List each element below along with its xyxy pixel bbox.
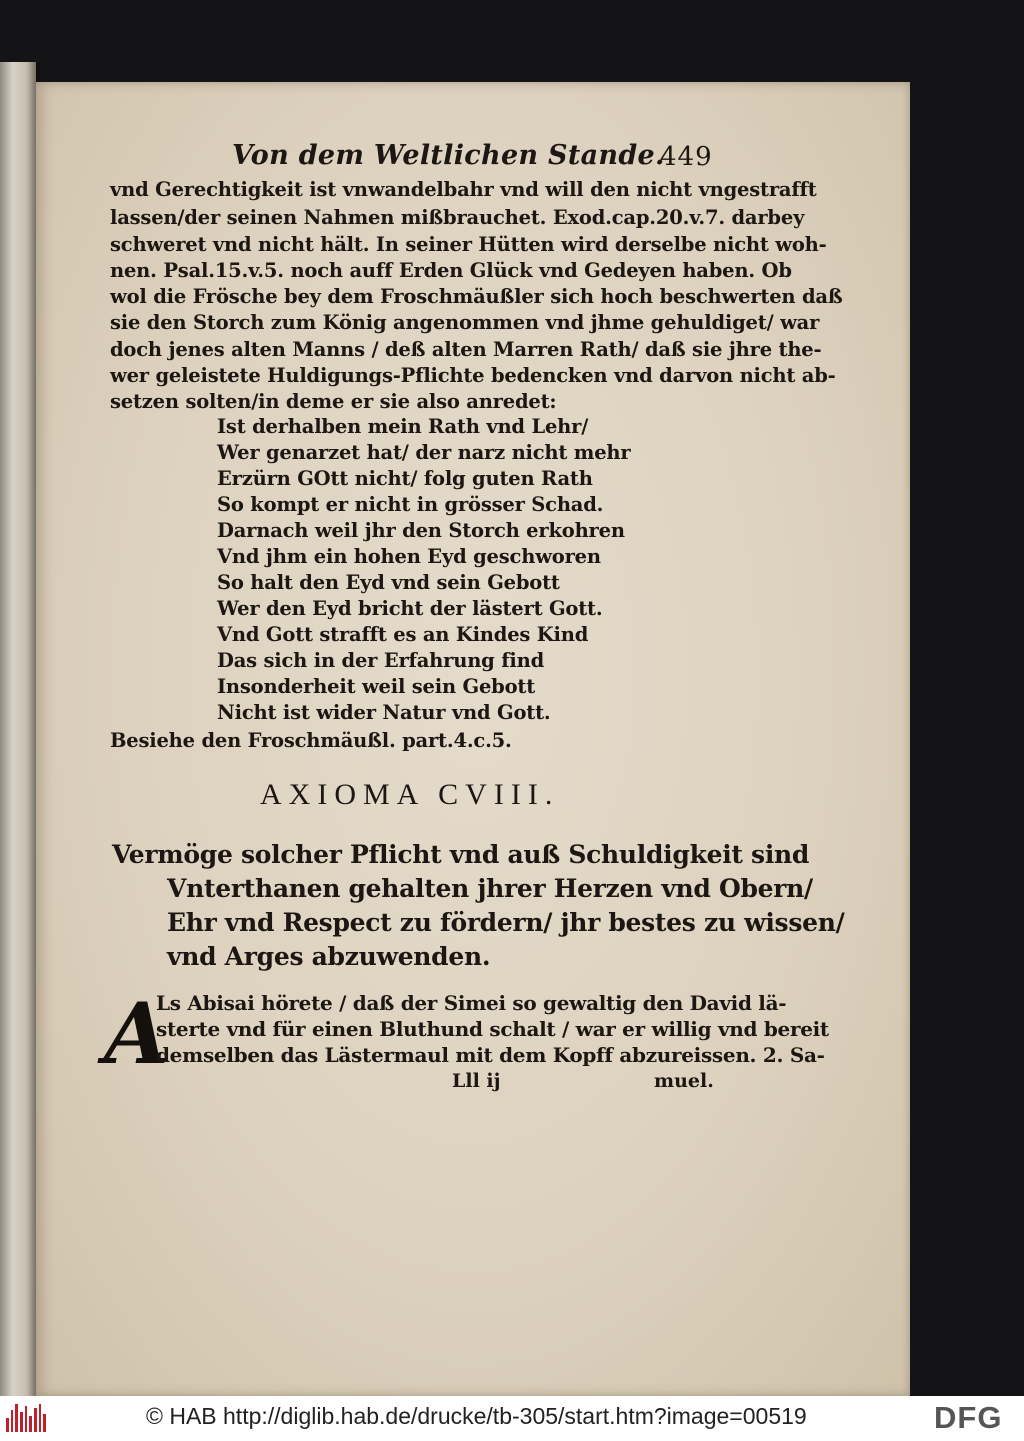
verse-line: Darnach weil jhr den Storch erkohren <box>217 519 625 542</box>
prose-line: wer geleistete Huldigungs-Pflichte bedencken vnd darvon nicht ab- <box>110 364 836 387</box>
prose-line: doch jenes alten Manns / deß alten Marren Rath/ daß sie jhre the- <box>110 338 822 361</box>
dfg-logo: DFG <box>934 1400 1003 1435</box>
prose-line: schweret vnd nicht hält. In seiner Hütten wird derselbe nicht woh- <box>110 233 827 256</box>
axiom-line: vnd Arges abzuwenden. <box>167 942 491 971</box>
copyright-link[interactable]: © HAB http://diglib.hab.de/drucke/tb-305/start.htm?image=00519 <box>146 1403 807 1429</box>
verse-line: Wer den Eyd bricht der lästert Gott. <box>217 597 603 620</box>
axiom-line: Vnterthanen gehalten jhrer Herzen vnd Obern/ <box>167 874 813 903</box>
body-line: sterte vnd für einen Bluthund schalt / war er willig vnd bereit <box>156 1017 829 1041</box>
prose-line: nen. Psal.15.v.5. noch auff Erden Glück vnd Gedeyen haben. Ob <box>110 259 792 282</box>
verse-line: Vnd Gott strafft es an Kindes Kind <box>217 623 589 646</box>
verse-line: So halt den Eyd vnd sein Gebott <box>217 571 560 594</box>
verse-line: Erzürn GOtt nicht/ folg guten Rath <box>217 467 593 490</box>
signature-mark: Lll ij <box>452 1070 501 1092</box>
footer-bar <box>0 1396 1024 1441</box>
verse-line: Nicht ist wider Natur vnd Gott. <box>217 701 551 724</box>
catchword: muel. <box>654 1070 714 1092</box>
reference-line: Besiehe den Froschmäußl. part.4.c.5. <box>110 729 512 752</box>
body-line: Ls Abisai hörete / daß der Simei so gewaltig den David lä- <box>156 991 787 1015</box>
verse-line: So kompt er nicht in grösser Schad. <box>217 493 604 516</box>
prose-line: sie den Storch zum König angenommen vnd jhme gehuldiget/ war <box>110 311 820 334</box>
axiom-line: Vermöge solcher Pflicht vnd auß Schuldigkeit sind <box>112 840 810 869</box>
hab-logo-icon <box>6 1404 46 1432</box>
body-line: demselben das Lästermaul mit dem Kopff abzureissen. 2. Sa- <box>156 1043 825 1067</box>
axiom-line: Ehr vnd Respect zu fördern/ jhr bestes zu wissen/ <box>167 908 845 937</box>
prose-line: lassen/der seinen Nahmen mißbrauchet. Exod.cap.20.v.7. darbey <box>110 206 805 229</box>
running-head: Von dem Weltlichen Stande. <box>232 140 665 171</box>
prose-line: setzen solten/in deme er sie also anredet: <box>110 390 557 413</box>
verse-line: Das sich in der Erfahrung find <box>217 649 545 672</box>
drop-cap-initial: A <box>104 984 170 1083</box>
axiom-heading: AXIOMA CVIII. <box>260 778 560 811</box>
verse-line: Vnd jhm ein hohen Eyd geschworen <box>217 545 601 568</box>
verse-line: Ist derhalben mein Rath vnd Lehr/ <box>217 415 589 438</box>
verse-line: Insonderheit weil sein Gebott <box>217 675 536 698</box>
verse-line: Wer genarzet hat/ der narz nicht mehr <box>217 441 631 464</box>
prose-line: vnd Gerechtigkeit ist vnwandelbahr vnd will den nicht vngestrafft <box>110 178 817 201</box>
page-number: 449 <box>660 142 713 172</box>
prose-line: wol die Frösche bey dem Froschmäußler sich hoch beschwerten daß <box>110 285 843 308</box>
